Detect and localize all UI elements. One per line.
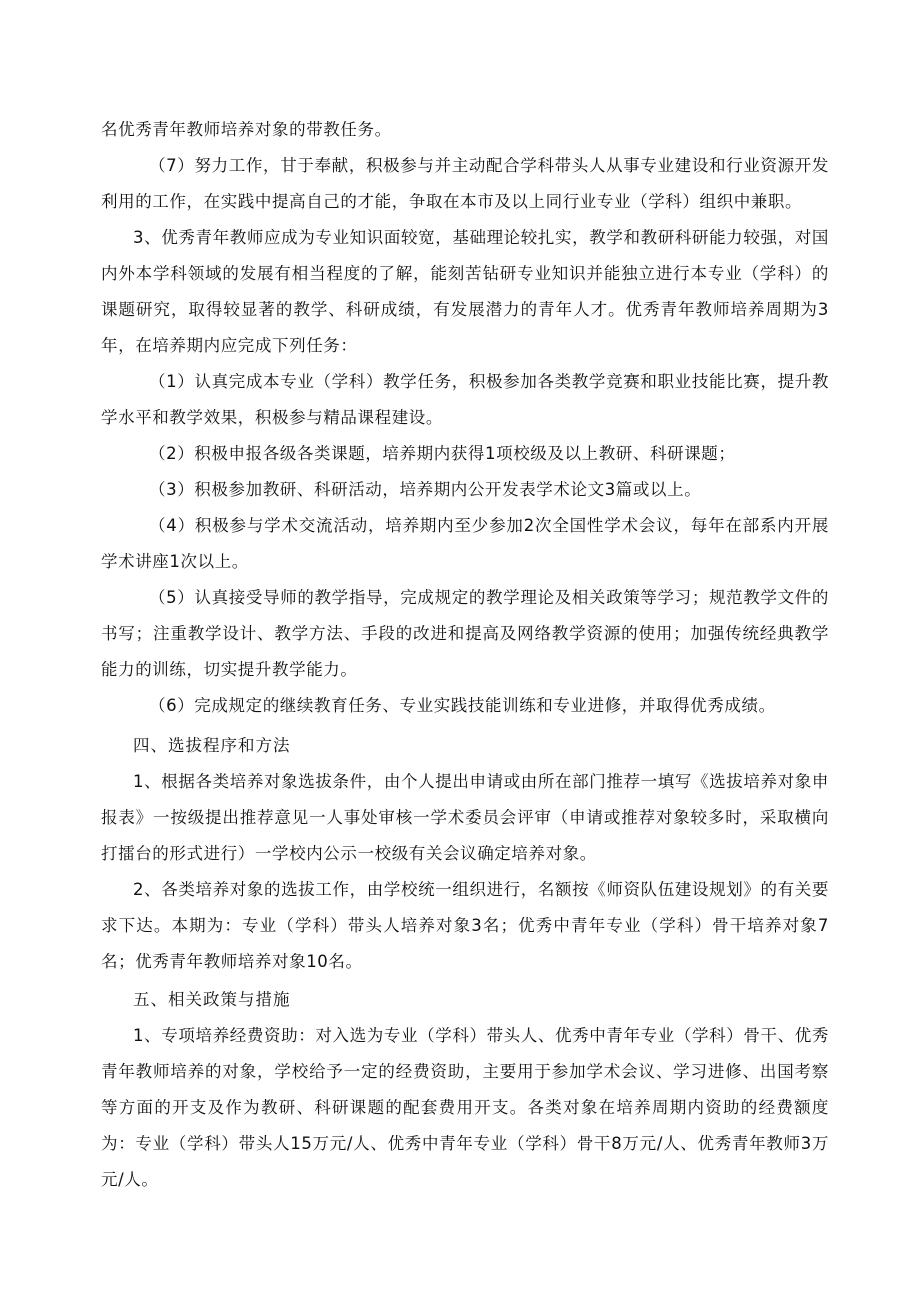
paragraph-policy-1: 1、专项培养经费资助：对入选为专业（学科）带头人、优秀中青年专业（学科）骨干、优秀青年教师培养的对象，学校给予一定的经费资助，主要用于参加学术会议、学习进修、出国考察等方面的开支及作为教研、科研课题的配套费用开支。各类对象在培养周期内资助的经费额度为：专业（学科）带头人15万元/人、优秀中青年专业（学科）骨干8万元/人、优秀青年教师3万元/人。 bbox=[101, 1026, 829, 1189]
paragraph-selection-2: 2、各类培养对象的选拔工作，由学校统一组织进行，名额按《师资队伍建设规划》的有关要求下达。本期为：专业（学科）带头人培养对象3名；优秀中青年专业（学科）骨干培养对象7名；优秀青年教师培养对象10名。 bbox=[101, 880, 829, 971]
paragraph-section-3: 3、优秀青年教师应成为专业知识面较宽，基础理论较扎实，教学和教研科研能力较强，对国内外本学科领域的发展有相当程度的了解，能刻苦钻研专业知识并能独立进行本专业（学科）的课题研究，取得较显著的教学、科研成绩，有发展潜力的青年人才。优秀青年教师培养周期为3年，在培养期内应完成下列任务： bbox=[101, 228, 829, 355]
paragraph-task-1: （1）认真完成本专业（学科）教学任务，积极参加各类教学竞赛和职业技能比赛，提升教学水平和教学效果，积极参与精品课程建设。 bbox=[101, 372, 829, 427]
paragraph-item-7: （7）努力工作，甘于奉献，积极参与并主动配合学科带头人从事专业建设和行业资源开发利用的工作，在实践中提高自己的才能，争取在本市及以上同行业专业（学科）组织中兼职。 bbox=[101, 156, 829, 211]
section-heading-4: 四、选拔程序和方法 bbox=[133, 736, 291, 755]
paragraph-selection-1: 1、根据各类培养对象选拔条件，由个人提出申请或由所在部门推荐一填写《选拔培养对象申报表》一按级提出推荐意见一人事处审核一学术委员会评审（申请或推荐对象较多时，采取横向打擂台的形式进行）一学校内公示一校级有关会议确定培养对象。 bbox=[101, 772, 829, 863]
section-heading-5: 五、相关政策与措施 bbox=[133, 990, 291, 1009]
paragraph-continuation: 名优秀青年教师培养对象的带教任务。 bbox=[101, 120, 392, 139]
paragraph-task-4: （4）积极参与学术交流活动，培养期内至少参加2次全国性学术会议，每年在部系内开展学术讲座1次以上。 bbox=[101, 516, 829, 571]
paragraph-task-6: （6）完成规定的继续教育任务、专业实践技能训练和专业进修，并取得优秀成绩。 bbox=[149, 696, 776, 715]
paragraph-task-5: （5）认真接受导师的教学指导，完成规定的教学理论及相关政策等学习；规范教学文件的书写；注重教学设计、教学方法、手段的改进和提高及网络教学资源的使用；加强传统经典教学能力的训练，切实提升教学能力。 bbox=[101, 588, 829, 679]
paragraph-task-3: （3）积极参加教研、科研活动，培养期内公开发表学术论文3篇或以上。 bbox=[149, 480, 702, 499]
paragraph-task-2: （2）积极申报各级各类课题，培养期内获得1项校级及以上教研、科研课题； bbox=[149, 444, 736, 463]
